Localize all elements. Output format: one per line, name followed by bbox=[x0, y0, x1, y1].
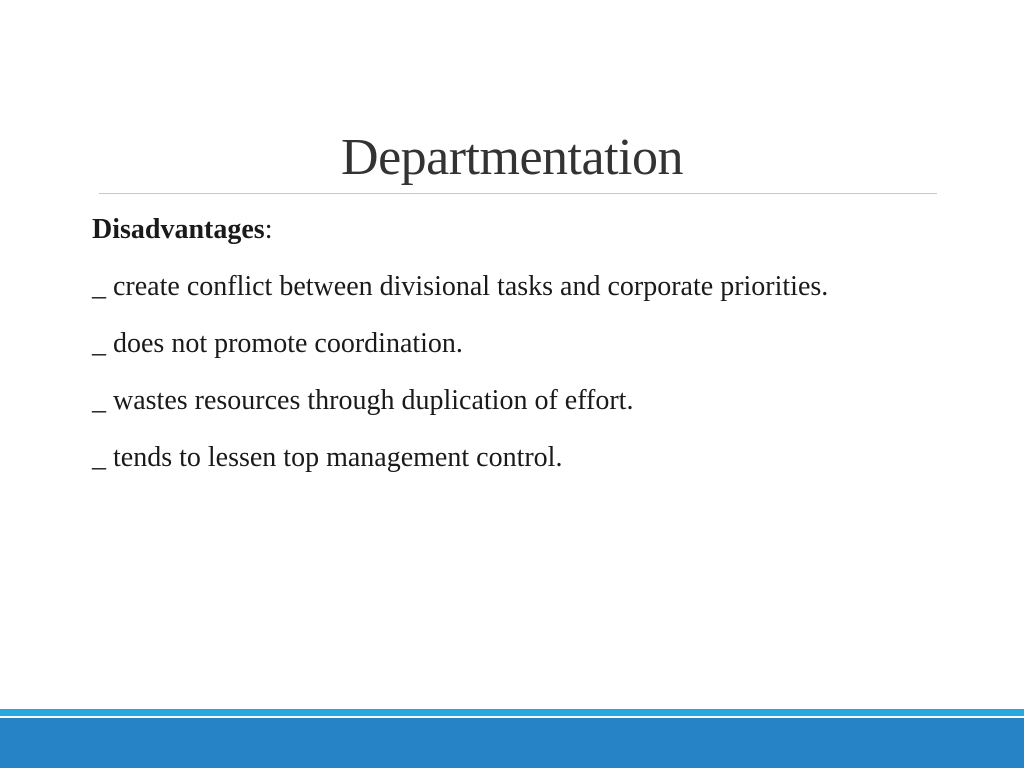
section-heading-label: Disadvantages bbox=[92, 214, 265, 245]
bullet-item: _ does not promote coordination. bbox=[92, 328, 463, 359]
slide-body bbox=[92, 212, 892, 497]
bullet-item: _ create conflict between divisional tasks and corporate priorities. bbox=[92, 271, 829, 302]
bullet-item: _ tends to lessen top management control. bbox=[92, 442, 563, 473]
section-heading bbox=[92, 212, 892, 248]
footer-accent-stripe bbox=[0, 709, 1024, 716]
title-divider bbox=[99, 193, 937, 194]
section-heading-colon: : bbox=[264, 214, 273, 245]
slide-title: Departmentation bbox=[341, 129, 683, 186]
bullet-item: _ wastes resources through duplication of effort. bbox=[92, 385, 634, 416]
footer-band bbox=[0, 718, 1024, 768]
